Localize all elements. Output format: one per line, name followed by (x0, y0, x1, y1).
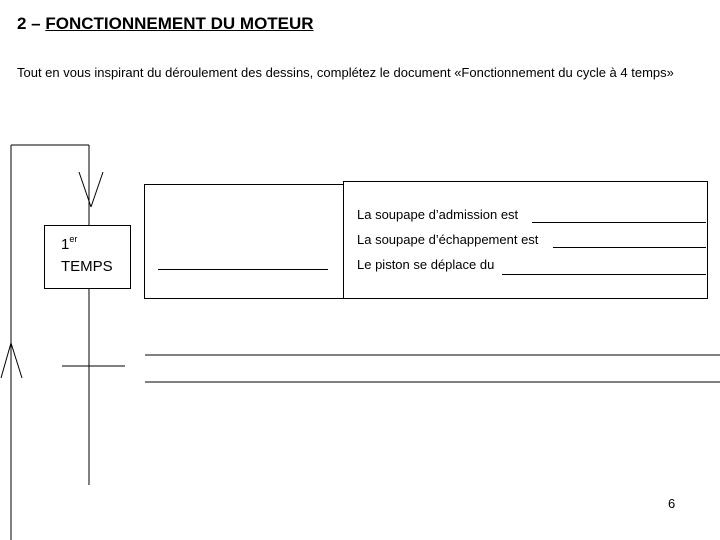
exhaust-valve-blank[interactable] (553, 247, 706, 248)
instruction-text: Tout en vous inspirant du déroulement des dessins, complétez le document «Fonctionnement du cycle à 4 temps» (17, 65, 674, 80)
exhaust-valve-statement: La soupape d’échappement est (357, 232, 539, 247)
exhaust-valve-left (1, 343, 11, 378)
stroke-number-suffix: er (69, 234, 78, 244)
section-number: 2 – (17, 14, 46, 33)
stroke-label: TEMPS (61, 258, 113, 275)
piston-statement: Le piston se déplace du (357, 257, 495, 272)
intake-valve-statement: La soupape d’admission est (357, 207, 519, 222)
valve-state-box (343, 181, 708, 299)
section-heading: FONCTIONNEMENT DU MOTEUR (45, 14, 314, 33)
stroke-name-box (144, 184, 344, 299)
stroke-name-blank[interactable] (158, 269, 328, 270)
stroke-label-box (44, 225, 131, 289)
piston-blank[interactable] (502, 274, 706, 275)
page-number: 6 (668, 496, 676, 511)
stroke-number: 1er (61, 234, 78, 253)
exhaust-valve-right (11, 343, 22, 378)
intake-valve-right (91, 172, 103, 207)
intake-valve-blank[interactable] (532, 222, 706, 223)
